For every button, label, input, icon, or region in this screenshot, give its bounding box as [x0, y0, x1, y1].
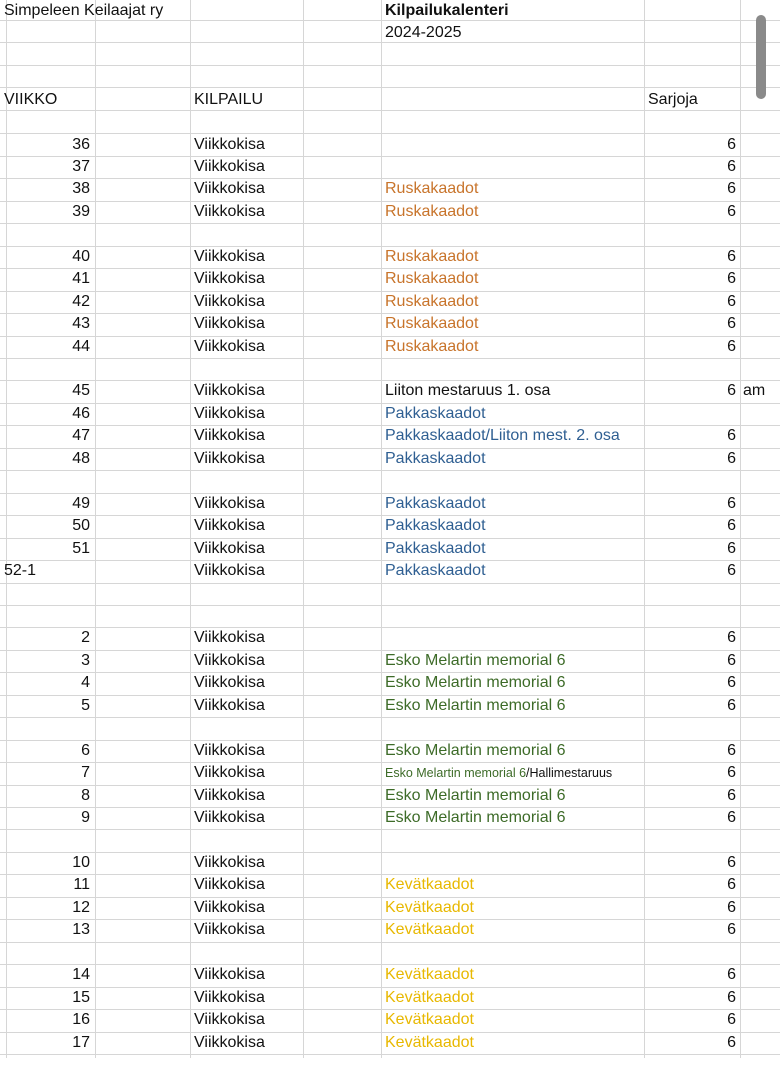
competition-cell: Viikkokisa [194, 652, 265, 669]
event-cell-suffix: /Hallimestaruus [526, 766, 613, 780]
competition-cell: Viikkokisa [194, 697, 265, 714]
competition-cell: Viikkokisa [194, 921, 265, 938]
series-count-cell: 6 [727, 540, 736, 557]
event-cell: Esko Melartin memorial 6 [385, 674, 566, 691]
week-number-cell: 42 [72, 293, 90, 310]
week-number-cell: 16 [72, 1011, 90, 1028]
event-cell: Pakkaskaadot [385, 562, 486, 579]
series-count-cell: 6 [727, 742, 736, 759]
series-count-cell: 6 [727, 989, 736, 1006]
series-count-cell: 6 [727, 450, 736, 467]
week-number-cell: 14 [72, 966, 90, 983]
week-number-cell: 13 [72, 921, 90, 938]
event-cell: Pakkaskaadot/Liiton mest. 2. osa [385, 427, 620, 444]
series-count-cell: 6 [727, 1011, 736, 1028]
grid-row-line [0, 87, 780, 88]
series-count-cell: 6 [727, 180, 736, 197]
series-count-cell: 6 [727, 158, 736, 175]
column-header-competition: KILPAILU [194, 91, 264, 108]
grid-column-line [303, 0, 304, 1058]
week-number-cell: 41 [72, 270, 90, 287]
event-cell: Esko Melartin memorial 6 [385, 787, 566, 804]
competition-cell: Viikkokisa [194, 517, 265, 534]
event-cell: Kevätkaadot [385, 1034, 474, 1051]
competition-cell: Viikkokisa [194, 629, 265, 646]
competition-cell: Viikkokisa [194, 427, 265, 444]
competition-cell: Viikkokisa [194, 248, 265, 265]
week-number-cell: 5 [81, 697, 90, 714]
competition-cell: Viikkokisa [194, 989, 265, 1006]
series-count-cell: 6 [727, 854, 736, 871]
series-count-cell: 6 [727, 136, 736, 153]
grid-row-line [0, 829, 780, 830]
competition-cell: Viikkokisa [194, 495, 265, 512]
grid-column-line [740, 0, 741, 1058]
event-cell: Ruskakaadot [385, 203, 479, 220]
week-number-cell: 15 [72, 989, 90, 1006]
event-cell: Kevätkaadot [385, 966, 474, 983]
event-cell: Pakkaskaadot [385, 450, 486, 467]
competition-cell: Viikkokisa [194, 338, 265, 355]
event-cell: Kevätkaadot [385, 989, 474, 1006]
series-count-cell: 6 [727, 248, 736, 265]
vertical-scrollbar[interactable] [756, 15, 766, 99]
org-name: Simpeleen Keilaajat ry [4, 2, 164, 19]
series-count-cell: 6 [727, 809, 736, 826]
week-number-cell: 7 [81, 764, 90, 781]
competition-cell: Viikkokisa [194, 270, 265, 287]
competition-cell: Viikkokisa [194, 876, 265, 893]
grid-column-line [381, 0, 382, 1058]
event-cell: Ruskakaadot [385, 180, 479, 197]
series-count-cell: 6 [727, 382, 736, 399]
competition-cell: Viikkokisa [194, 315, 265, 332]
season-label: 2024-2025 [385, 24, 462, 41]
grid-row-line [0, 605, 780, 606]
event-cell: Pakkaskaadot [385, 405, 486, 422]
event-cell: Kevätkaadot [385, 921, 474, 938]
week-number-cell: 40 [72, 248, 90, 265]
series-count-cell: 6 [727, 203, 736, 220]
event-cell: Pakkaskaadot [385, 540, 486, 557]
event-cell: Esko Melartin memorial 6 [385, 697, 566, 714]
grid-row-line [0, 470, 780, 471]
competition-cell: Viikkokisa [194, 203, 265, 220]
week-number-cell: 8 [81, 787, 90, 804]
competition-cell: Viikkokisa [194, 899, 265, 916]
competition-cell: Viikkokisa [194, 1011, 265, 1028]
week-number-cell: 36 [72, 136, 90, 153]
event-cell: Ruskakaadot [385, 293, 479, 310]
week-number-cell: 44 [72, 338, 90, 355]
competition-cell: Viikkokisa [194, 787, 265, 804]
competition-cell: Viikkokisa [194, 764, 265, 781]
week-number-cell: 49 [72, 495, 90, 512]
event-cell: Esko Melartin memorial 6 [385, 652, 566, 669]
week-number-cell: 2 [81, 629, 90, 646]
series-count-cell: 6 [727, 876, 736, 893]
grid-column-line [190, 0, 191, 1058]
event-cell: Kevätkaadot [385, 1011, 474, 1028]
event-cell: Pakkaskaadot [385, 517, 486, 534]
week-number-cell: 4 [81, 674, 90, 691]
week-number-cell: 50 [72, 517, 90, 534]
series-count-cell: 6 [727, 293, 736, 310]
series-count-cell: 6 [727, 787, 736, 804]
series-count-cell: 6 [727, 562, 736, 579]
week-number-cell: 45 [72, 382, 90, 399]
week-number-cell: 48 [72, 450, 90, 467]
series-count-cell: 6 [727, 652, 736, 669]
event-cell: Esko Melartin memorial 6/Hallimestaruus [385, 766, 613, 780]
competition-cell: Viikkokisa [194, 405, 265, 422]
competition-cell: Viikkokisa [194, 180, 265, 197]
grid-row-line [0, 1054, 780, 1055]
series-count-cell: 6 [727, 899, 736, 916]
column-header-week: VIIKKO [4, 91, 58, 108]
competition-cell: Viikkokisa [194, 674, 265, 691]
competition-cell: Viikkokisa [194, 966, 265, 983]
series-count-cell: 6 [727, 966, 736, 983]
grid-row-line [0, 717, 780, 718]
competition-cell: Viikkokisa [194, 450, 265, 467]
week-number-cell: 37 [72, 158, 90, 175]
event-cell: Esko Melartin memorial 6 [385, 809, 566, 826]
event-cell: Kevätkaadot [385, 876, 474, 893]
series-count-cell: 6 [727, 427, 736, 444]
grid-column-line [95, 0, 96, 1058]
series-count-cell: 6 [727, 315, 736, 332]
competition-cell: Viikkokisa [194, 1034, 265, 1051]
series-count-cell: 6 [727, 517, 736, 534]
grid-row-line [0, 223, 780, 224]
note-cell: am [743, 382, 766, 399]
competition-cell: Viikkokisa [194, 158, 265, 175]
event-cell: Ruskakaadot [385, 248, 479, 265]
series-count-cell: 6 [727, 697, 736, 714]
week-number-cell: 43 [72, 315, 90, 332]
week-number-cell: 3 [81, 652, 90, 669]
week-number-cell: 46 [72, 405, 90, 422]
series-count-cell: 6 [727, 495, 736, 512]
competition-cell: Viikkokisa [194, 562, 265, 579]
grid-row-line [0, 942, 780, 943]
competition-cell: Viikkokisa [194, 293, 265, 310]
series-count-cell: 6 [727, 270, 736, 287]
event-cell: Ruskakaadot [385, 338, 479, 355]
event-cell: Liiton mestaruus 1. osa [385, 382, 551, 399]
event-cell: Ruskakaadot [385, 315, 479, 332]
series-count-cell: 6 [727, 1034, 736, 1051]
event-cell: Kevätkaadot [385, 899, 474, 916]
competition-cell: Viikkokisa [194, 382, 265, 399]
series-count-cell: 6 [727, 921, 736, 938]
series-count-cell: 6 [727, 629, 736, 646]
event-cell: Ruskakaadot [385, 270, 479, 287]
grid-row-line [0, 65, 780, 66]
event-cell: Esko Melartin memorial 6 [385, 742, 566, 759]
week-number-cell: 10 [72, 854, 90, 871]
competition-cell: Viikkokisa [194, 809, 265, 826]
week-number-cell: 52-1 [4, 562, 37, 579]
week-number-cell: 12 [72, 899, 90, 916]
event-cell: Pakkaskaadot [385, 495, 486, 512]
week-number-cell: 38 [72, 180, 90, 197]
week-number-cell: 47 [72, 427, 90, 444]
competition-cell: Viikkokisa [194, 540, 265, 557]
competition-cell: Viikkokisa [194, 742, 265, 759]
week-number-cell: 51 [72, 540, 90, 557]
competition-cell: Viikkokisa [194, 854, 265, 871]
sheet-title: Kilpailukalenteri [385, 2, 509, 19]
grid-row-line [0, 583, 780, 584]
week-number-cell: 9 [81, 809, 90, 826]
series-count-cell: 6 [727, 674, 736, 691]
week-number-cell: 6 [81, 742, 90, 759]
series-count-cell: 6 [727, 764, 736, 781]
week-number-cell: 17 [72, 1034, 90, 1051]
week-number-cell: 39 [72, 203, 90, 220]
column-header-series: Sarjoja [648, 91, 698, 108]
grid-row-line [0, 358, 780, 359]
competition-cell: Viikkokisa [194, 136, 265, 153]
series-count-cell: 6 [727, 338, 736, 355]
week-number-cell: 11 [73, 876, 90, 893]
